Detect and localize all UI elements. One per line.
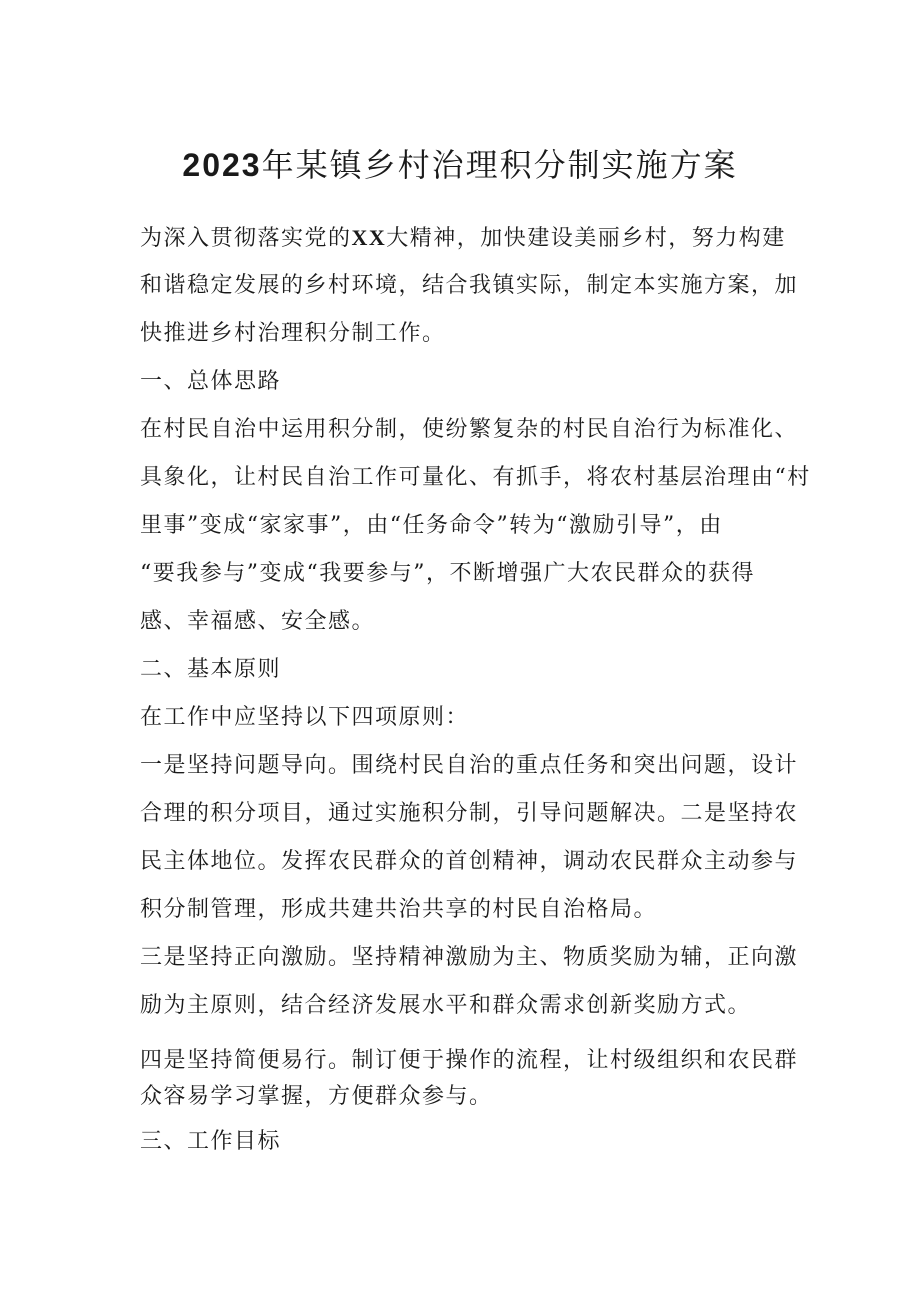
- intro-line-3: 快推进乡村治理积分制工作。: [140, 321, 446, 346]
- intro-line-1-xx: XX: [351, 225, 387, 250]
- intro-line-1-a: 为深入贯彻落实党的: [140, 226, 352, 251]
- section-2-line: 一是坚持问题导向。围绕村民自治的重点任务和突出问题，设计: [140, 753, 799, 778]
- intro-line-1: [140, 223, 786, 254]
- section-2-line: 三是坚持正向激励。坚持精神激励为主、物质奖励为辅，正向激: [140, 945, 799, 970]
- section-1-heading: 一、总体思路: [140, 369, 282, 394]
- section-2-line: 积分制管理，形成共建共治共享的村民自治格局。: [140, 897, 658, 922]
- section-1-line: 在村民自治中运用积分制，使纷繁复杂的村民自治行为标准化、: [140, 417, 799, 442]
- section-2-heading: 二、基本原则: [140, 657, 282, 682]
- section-1-line: 感、幸福感、安全感。: [140, 609, 376, 634]
- section-2-line: 合理的积分项目，通过实施积分制，引导问题解决。二是坚持农: [140, 801, 799, 826]
- section-2-line: 众容易学习掌握，方便群众参与。: [140, 1084, 493, 1109]
- section-2-line: 民主体地位。发挥农民群众的首创精神，调动农民群众主动参与: [140, 849, 799, 874]
- intro-line-1-c: 大精神，加快建设美丽乡村，努力构建: [386, 226, 786, 251]
- section-2-lead: 在工作中应坚持以下四项原则：: [140, 705, 470, 730]
- section-3-heading: 三、工作目标: [140, 1129, 282, 1154]
- document-title: [0, 140, 920, 186]
- section-1-line: 里事”变成“家家事”，由“任务命令”转为“激励引导”，由: [140, 513, 723, 538]
- section-2-line: 四是坚持简便易行。制订便于操作的流程，让村级组织和农民群: [140, 1048, 799, 1073]
- intro-line-2: 和谐稳定发展的乡村环境，结合我镇实际，制定本实施方案，加: [140, 273, 799, 298]
- section-2-line: 励为主原则，结合经济发展水平和群众需求创新奖励方式。: [140, 993, 752, 1018]
- section-1-line: “要我参与”变成“我要参与”，不断增强广大农民群众的获得: [140, 561, 755, 586]
- section-1-line: 具象化，让村民自治工作可量化、有抓手，将农村基层治理由“村: [140, 465, 811, 490]
- title-year: 2023: [182, 147, 262, 183]
- title-text: 年某镇乡村治理积分制实施方案: [261, 146, 738, 184]
